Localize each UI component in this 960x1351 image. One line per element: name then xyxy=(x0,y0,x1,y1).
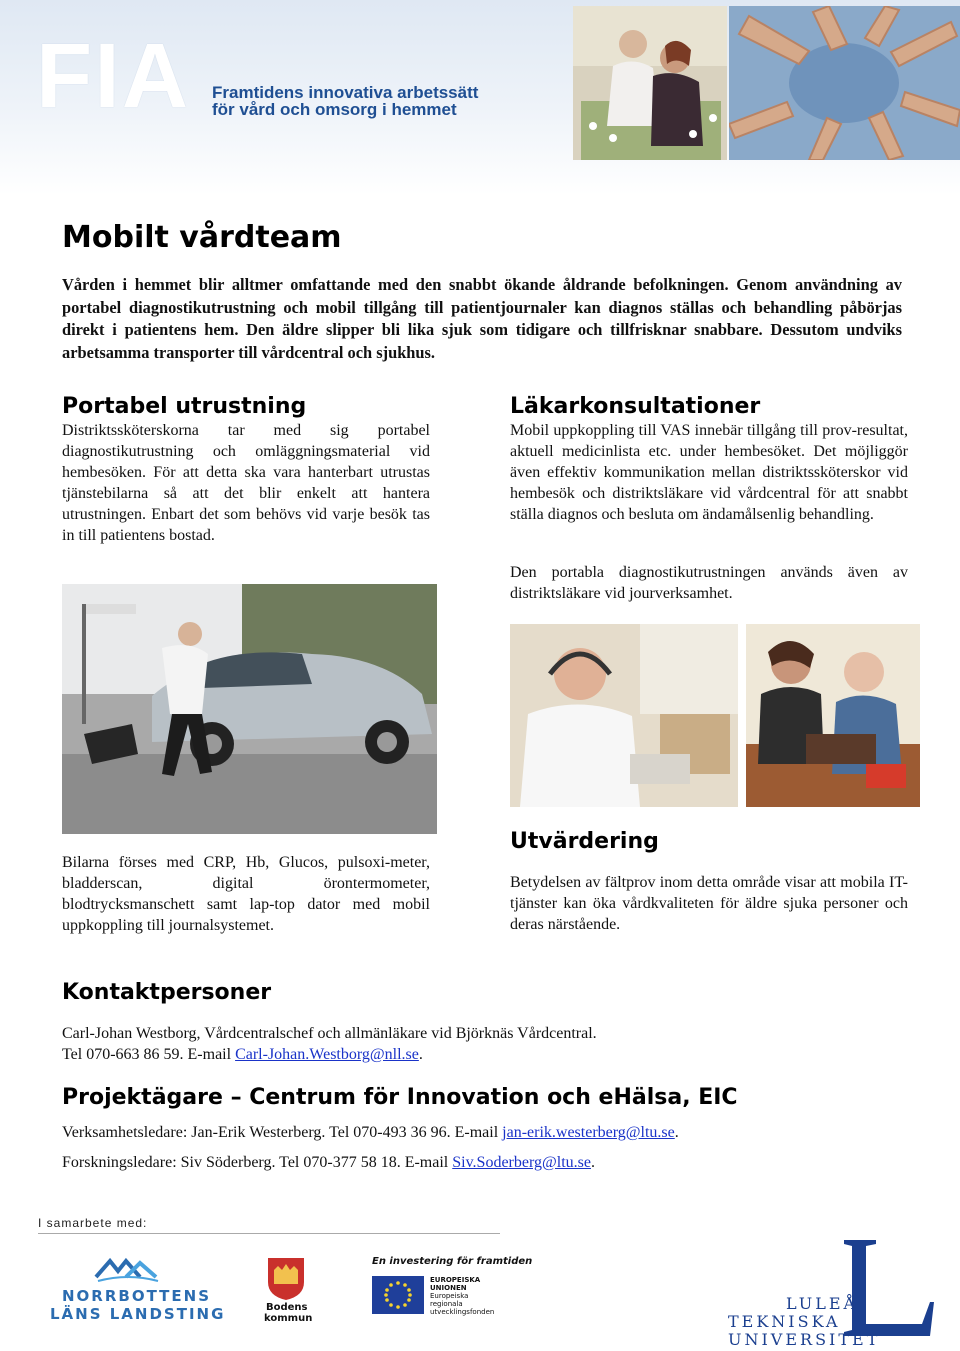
fia-logo-subtitle-2: för vård och omsorg i hemmet xyxy=(212,100,457,119)
contacts-line-1: Carl-Johan Westborg, Vårdcentralschef och allmänläkare vid Björknäs Vårdcentral. xyxy=(62,1025,597,1042)
eu-flag-icon xyxy=(372,1276,424,1314)
blood-pressure-photo xyxy=(746,624,920,807)
ltu-line-2: TEKNISKA xyxy=(728,1312,841,1331)
contacts-dot: . xyxy=(418,1046,423,1063)
contact-email-link[interactable]: Carl-Johan.Westborg@nll.se xyxy=(235,1046,419,1063)
intro-paragraph: Vården i hemmet blir alltmer omfattande med den snabbt ökande åldrande befolkningen. Genom användning av portabel diagnostikutrustning och mobil tillgång till patientjournaler kan diagnos ställas och behandling påbörjas direkt i patientens hem. Den äldre slipper bli lika sjuk som tidigare och tillfrisknar snabbare. Dessutom undviks arbetsamma transporter till vårdcentral och sjukhus. xyxy=(62,275,902,362)
eu-logo xyxy=(372,1256,533,1326)
portable-text: Distriktssköterskorna tar med sig portabel diagnostikutrustning och omläggningsmaterial vid hembesöken. För att detta ska vara hanterbart utrustas tjänstebilarna så att det blir enkelt att hantera utrustningen. Enbart det som behövs vid varje besök tas in till patientens bostad. xyxy=(62,422,430,544)
fia-logo-subtitle-1: Framtidens innovativa arbetssätt xyxy=(212,83,479,102)
owner-email-link-2[interactable]: Siv.Soderberg@ltu.se xyxy=(452,1154,591,1171)
eu-text-2: UNIONEN xyxy=(430,1284,467,1292)
header-photo-joined-hands xyxy=(729,6,960,160)
eu-tagline: En investering för framtiden xyxy=(372,1256,533,1267)
boden-shield-icon xyxy=(266,1256,306,1300)
eu-text xyxy=(430,1276,494,1316)
owner-dot-2: . xyxy=(590,1154,595,1171)
eu-text-4: regionala xyxy=(430,1300,463,1308)
doctor-text-2: Den portabla diagnostikutrustningen används även av distriktsläkare vid jourverksamhet. xyxy=(510,564,908,602)
boden-logo xyxy=(262,1256,312,1326)
collab-label: I samarbete med: xyxy=(38,1216,148,1230)
nll-line-1: NORRBOTTENS xyxy=(62,1287,212,1305)
nll-logo-mark-icon xyxy=(48,1255,208,1285)
portable-heading: Portabel utrustning xyxy=(62,394,307,419)
owner-line-2 xyxy=(62,1152,922,1173)
doctor-headset-photo xyxy=(510,624,738,807)
owner-line-1-text: Verksamhetsledare: Jan-Erik Westerberg. Tel 070-493 36 96. E-mail xyxy=(62,1124,503,1141)
contacts-line-2 xyxy=(62,1044,902,1065)
contacts-heading: Kontaktpersoner xyxy=(62,980,272,1005)
ltu-line-1: LULEÅ xyxy=(786,1294,859,1313)
car-caption: Bilarna förses med CRP, Hb, Glucos, pulsoxi-meter, bladderscan, digital örontermometer, blodtrycksmanschett samt lap-top dator med mobil uppkoppling till journalsystemet. xyxy=(62,854,430,934)
evaluation-heading: Utvärdering xyxy=(510,829,659,854)
doctor-text: Mobil uppkoppling till VAS innebär tillgång till prov-resultat, aktuell medicinlista etc. under hembesöket. Det möjliggör även effektiv kommunikation mellan distriktssköterskor vid hembesök och distriktsläkare vid vårdcentral för att snabbt ställa diagnos och besluta om ändamålsenlig behandling. xyxy=(510,422,908,523)
nll-line-2: LÄNS LANDSTING xyxy=(50,1305,226,1323)
doctor-heading: Läkarkonsultationer xyxy=(510,394,761,419)
boden-line-2: kommun xyxy=(264,1313,313,1324)
contacts-tel-text: Tel 070-663 86 59. E-mail xyxy=(62,1046,236,1063)
evaluation-text: Betydelsen av fältprov inom detta område visar att mobila IT-tjänster kan öka vårdkvaliteten för äldre sjuka personer och deras närstående. xyxy=(510,874,908,933)
page-title: Mobilt vårdteam xyxy=(62,220,342,255)
owner-line-1 xyxy=(62,1122,922,1143)
owner-line-2-text: Forskningsledare: Siv Söderberg. Tel 070-377 58 18. E-mail xyxy=(62,1154,453,1171)
collab-divider xyxy=(38,1233,500,1234)
fia-logo: FIA xyxy=(36,25,191,127)
car-photo xyxy=(62,584,437,834)
ltu-line-3: UNIVERSITET xyxy=(728,1330,881,1349)
eu-text-5: utvecklingsfonden xyxy=(430,1308,495,1316)
eu-text-3: Europeiska xyxy=(430,1292,469,1300)
header-photo-elderly-care xyxy=(573,6,727,160)
owner-heading: Projektägare – Centrum för Innovation och eHälsa, EIC xyxy=(62,1085,738,1110)
owner-dot-1: . xyxy=(674,1124,679,1141)
boden-line-1: Bodens xyxy=(266,1302,308,1313)
ltu-logo xyxy=(726,1236,936,1348)
eu-text-1: EUROPEISKA xyxy=(430,1276,481,1284)
nll-logo xyxy=(48,1255,226,1325)
owner-email-link-1[interactable]: jan-erik.westerberg@ltu.se xyxy=(502,1124,675,1141)
